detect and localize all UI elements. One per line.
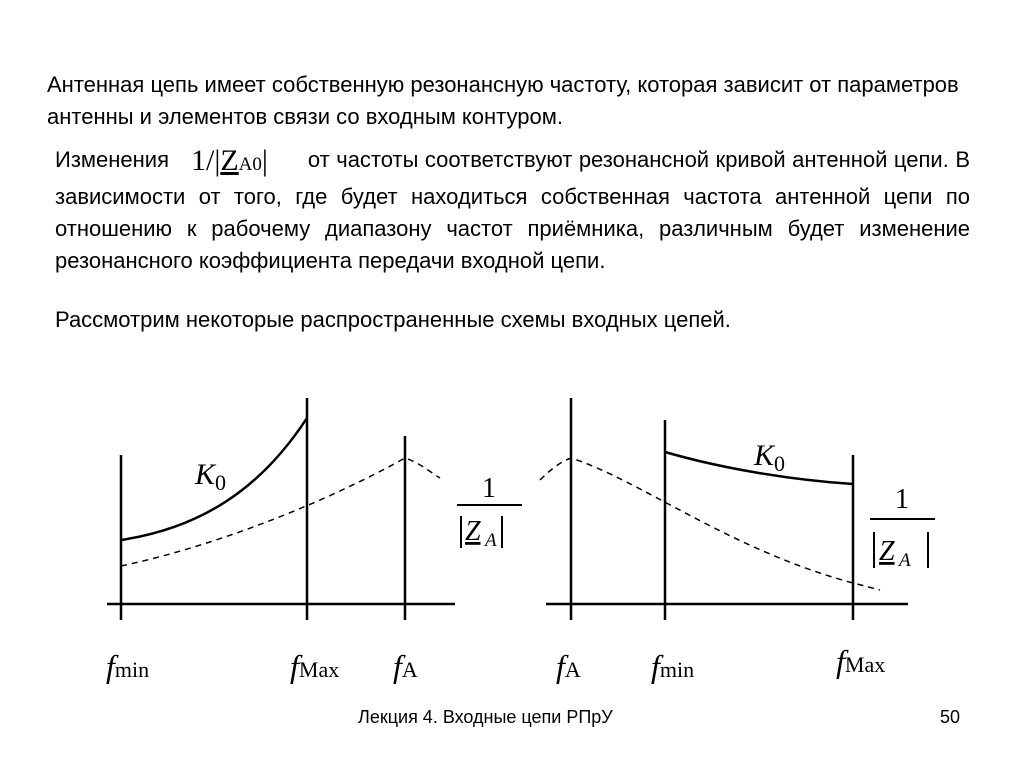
left-fa-label: fA bbox=[393, 648, 418, 684]
right-fa-label: fA bbox=[556, 648, 581, 684]
footer-lecture-title: Лекция 4. Входные цепи РПрУ bbox=[358, 707, 613, 727]
right-k0-label: $K_0$ bbox=[754, 439, 786, 476]
consider-paragraph: Рассмотрим некоторые распространенные схемы входных цепей. bbox=[55, 307, 731, 332]
right-diagram bbox=[540, 398, 908, 620]
right-fmax-label: fMax bbox=[836, 643, 886, 679]
changes-body-text: от частоты соответствуют резонансной кривой антенной цепи. В зависимости от того, где будет находиться собственная частота антенной цепи по отношению к рабочему диапазону частот приёмника, различным будет изменение резонансного коэффициента передачи входной цепи. bbox=[55, 147, 970, 273]
changes-lead-text: Изменения bbox=[55, 147, 169, 172]
left-inverse-impedance-curve bbox=[121, 458, 440, 566]
svg-text:A: A bbox=[899, 550, 911, 571]
svg-text:Z: Z bbox=[879, 536, 895, 567]
right-fmin-label: fmin bbox=[651, 648, 695, 684]
svg-text:A: A bbox=[485, 530, 497, 551]
svg-text:1: 1 bbox=[895, 484, 909, 515]
inverse-impedance-formula: 1/|ZA0| bbox=[191, 144, 268, 177]
left-diagram bbox=[107, 398, 455, 620]
right-inverse-impedance-curve bbox=[540, 458, 880, 590]
right-inverse-impedance-fraction bbox=[870, 484, 935, 571]
intro-paragraph: Антенная цепь имеет собственную резонансную частоту, которая зависит от параметров антенны и элементов связи со входным контуром. bbox=[47, 72, 959, 129]
left-fmax-label: fMax bbox=[290, 648, 340, 684]
left-inverse-impedance-fraction bbox=[457, 473, 522, 551]
left-fmin-label: fmin bbox=[106, 648, 150, 684]
svg-text:Z: Z bbox=[465, 516, 481, 547]
svg-text:1: 1 bbox=[482, 473, 496, 504]
page-number: 50 bbox=[940, 707, 961, 727]
left-k0-label: $K_0$ bbox=[195, 458, 227, 495]
